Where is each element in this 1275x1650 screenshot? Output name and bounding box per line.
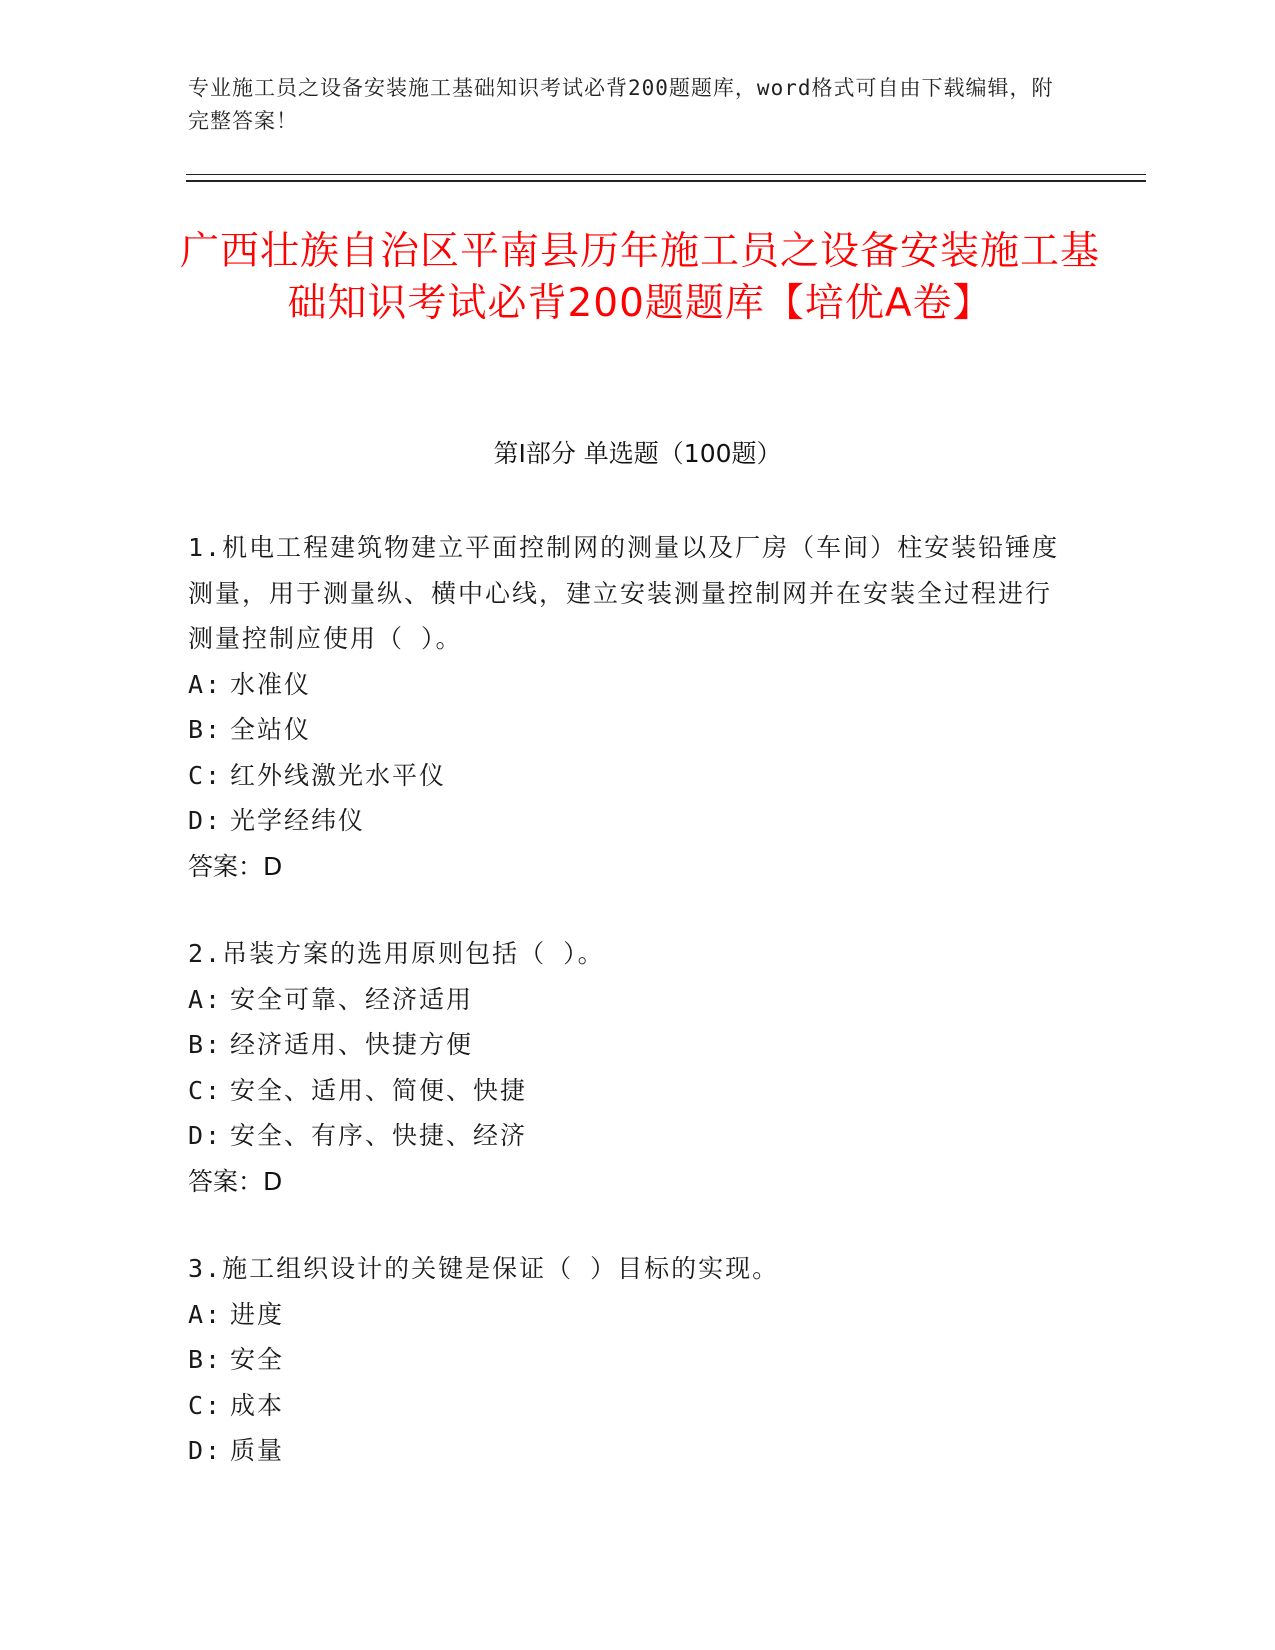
question-list	[188, 525, 1068, 1516]
option-a	[188, 662, 1068, 708]
option-c	[188, 1383, 1068, 1429]
option-d	[188, 1113, 1068, 1159]
option-a	[188, 977, 1068, 1023]
header-divider-thick	[186, 180, 1146, 182]
option-letter: C:	[188, 1075, 223, 1105]
question-stem: 1.机电工程建筑物建立平面控制网的测量以及厂房（车间）柱安装铅锤度测量，用于测量纵、横中心线，建立安装测量控制网并在安装全过程进行测量控制应使用（ ）。	[188, 533, 1060, 653]
option-text: 质量	[230, 1436, 285, 1465]
question-item	[188, 931, 1068, 1204]
option-letter: D:	[188, 1121, 223, 1150]
option-text: 全站仪	[230, 715, 312, 744]
option-a	[188, 1292, 1068, 1338]
option-text: 安全可靠、经济适用	[230, 984, 474, 1014]
option-text: 安全	[230, 1345, 285, 1374]
option-text: 光学经纬仪	[230, 806, 366, 835]
option-text: 安全、适用、简便、快捷	[230, 1075, 528, 1105]
option-letter: C:	[188, 760, 223, 790]
option-text: 水准仪	[230, 669, 312, 699]
section-heading: 第Ⅰ部分 单选题（100题）	[493, 439, 782, 468]
option-text: 红外线激光水平仪	[230, 760, 447, 790]
answer-line	[188, 1159, 1068, 1205]
option-letter: A:	[188, 669, 223, 699]
option-letter: A:	[188, 984, 223, 1014]
option-letter: A:	[188, 1299, 223, 1329]
option-text: 安全、有序、快捷、经济	[230, 1121, 528, 1150]
option-b	[188, 1022, 1068, 1068]
answer-label: 答案：	[188, 1166, 264, 1196]
answer-line	[188, 844, 1068, 890]
option-c	[188, 1068, 1068, 1114]
question-item	[188, 525, 1068, 889]
option-d	[188, 798, 1068, 844]
option-letter: B:	[188, 1030, 223, 1059]
option-letter: C:	[188, 1390, 223, 1420]
option-c	[188, 753, 1068, 799]
option-letter: D:	[188, 1436, 223, 1465]
answer-label: 答案：	[188, 851, 264, 881]
option-letter: B:	[188, 715, 223, 744]
question-stem: 3.施工组织设计的关键是保证（ ）目标的实现。	[188, 1254, 780, 1283]
option-b	[188, 1337, 1068, 1383]
header-divider-thin	[186, 174, 1146, 175]
question-item	[188, 1246, 1068, 1474]
option-text: 成本	[230, 1390, 285, 1420]
answer-value: D	[263, 1166, 283, 1196]
document-title: 广西壮族自治区平南县历年施工员之设备安装施工基础知识考试必背200题题库【培优A卷】	[180, 229, 1101, 326]
option-d	[188, 1428, 1068, 1474]
option-letter: D:	[188, 806, 223, 835]
option-text: 经济适用、快捷方便	[230, 1030, 474, 1059]
header-note: 专业施工员之设备安装施工基础知识考试必背200题题库，word格式可自由下载编辑，附完整答案！	[188, 76, 1054, 133]
answer-value: D	[263, 851, 283, 881]
option-text: 进度	[230, 1299, 285, 1329]
question-stem: 2.吊装方案的选用原则包括（ ）。	[188, 939, 605, 968]
option-b	[188, 707, 1068, 753]
option-letter: B:	[188, 1345, 223, 1374]
